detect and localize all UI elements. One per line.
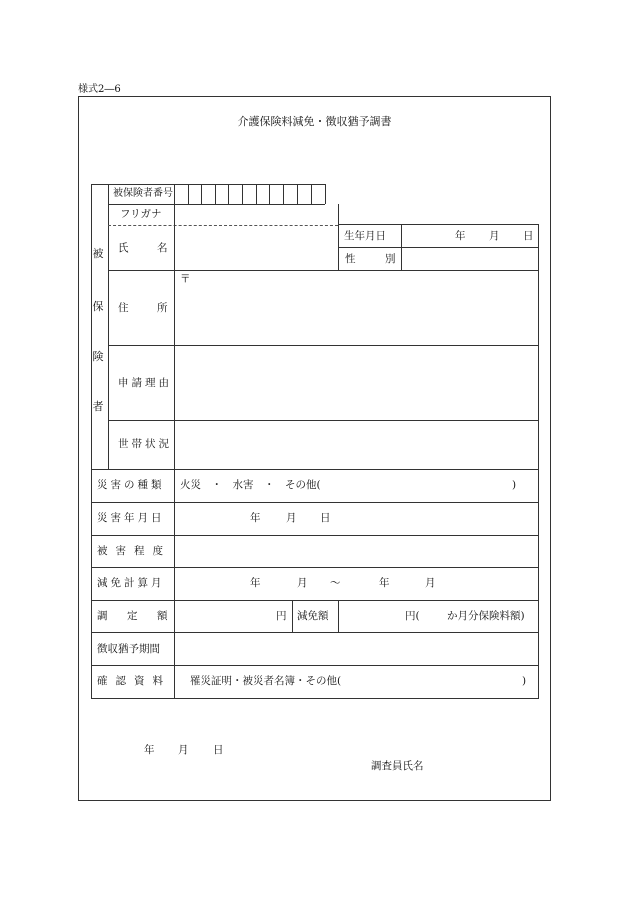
birthdate-month: 月: [489, 230, 500, 242]
sex-label-2: 別: [385, 253, 396, 265]
disaster-type-options: 火災 ・ 水害 ・ その他(: [180, 479, 321, 491]
birthdate-year: 年: [455, 230, 466, 242]
birthdate-day: 日: [523, 230, 534, 242]
reduction-amount-label: 減免額: [297, 610, 329, 622]
assessed-label-3: 額: [157, 610, 168, 622]
sex-label-1: 性: [345, 253, 356, 265]
address-label-2: 所: [157, 302, 168, 314]
insured-label-char: 者: [92, 400, 104, 413]
documents-options: 罹災証明・被災者名簿・その他(: [190, 675, 342, 687]
reduction-month-1: 月: [297, 577, 308, 589]
furigana-label: フリガナ: [120, 208, 162, 220]
months-premium: か月分保険料額): [447, 610, 525, 622]
insured-number-label: 被保険者番号: [113, 188, 173, 199]
documents-label: 確認資料: [97, 675, 171, 687]
form-number: 様式2―6: [78, 84, 121, 95]
insured-label-char: 被: [92, 247, 104, 260]
name-label-1: 氏: [118, 242, 129, 254]
reduction-period-label: 減免計算月: [97, 577, 165, 589]
reduction-year-1: 年: [250, 577, 261, 589]
deferral-label: 徴収猶予期間: [97, 643, 160, 655]
reduction-month-2: 月: [425, 577, 436, 589]
name-label-2: 名: [157, 242, 168, 254]
disaster-date-label: 災害年月日: [97, 512, 165, 524]
disaster-date-month: 月: [286, 512, 297, 524]
reduction-yen: 円(: [405, 610, 420, 622]
footer-day: 日: [213, 744, 224, 756]
reduction-tilde: ～: [330, 577, 341, 589]
reduction-year-2: 年: [379, 577, 390, 589]
postal-mark: 〒: [180, 273, 191, 285]
assessed-label-1: 調: [97, 610, 108, 622]
assessed-yen: 円: [276, 610, 287, 622]
documents-close: ): [522, 675, 527, 687]
footer-month: 月: [178, 744, 189, 756]
household-label: 世帯状況: [118, 438, 172, 450]
disaster-date-year: 年: [250, 512, 261, 524]
birthdate-label: 生年月日: [344, 230, 386, 242]
insured-label-char: 険: [92, 350, 104, 363]
disaster-date-day: 日: [320, 512, 331, 524]
damage-level-label: 被害程度: [97, 545, 171, 557]
address-label-1: 住: [118, 302, 129, 314]
footer-year: 年: [144, 744, 155, 756]
disaster-type-label: 災害の種類: [97, 479, 165, 491]
disaster-type-close: ): [512, 479, 517, 491]
reason-label: 申請理由: [118, 377, 172, 389]
assessed-label-2: 定: [127, 610, 138, 622]
investigator-name-label: 調査員氏名: [371, 760, 424, 772]
form-title: 介護保険料減免・徴収猶予調書: [237, 115, 392, 128]
insured-label-char: 保: [92, 300, 104, 313]
